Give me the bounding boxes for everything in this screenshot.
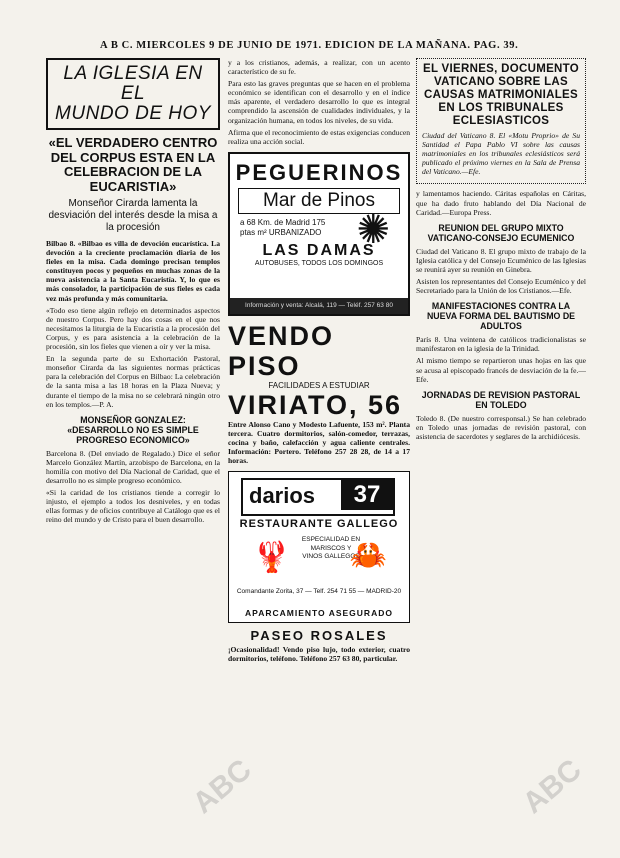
- article-paragraph: y a los cristianos, además, a realizar, con un acento característico de su fe.: [228, 58, 410, 77]
- article-paragraph: «Si la caridad de los cristianos tiende a corregir lo injusto, el ejemplo a todos los desniveles, y en todas ellas formas y de oficios contribuye al Catálogo que es el reino del mundo y de Cristo para el buen desarrollo.: [46, 488, 220, 525]
- crab-icon: 🦀: [349, 539, 387, 573]
- ad-logo: [241, 478, 395, 516]
- ad-brand: PEGUERINOS: [235, 159, 403, 185]
- ad-restaurant: RESTAURANTE GALLEGO: [239, 518, 399, 531]
- ad-footer: Información y venta: Alcalá, 119 — Teléf. 257 63 80: [230, 298, 408, 314]
- column-left: [46, 58, 220, 848]
- article-headline: MONSEÑOR GONZALEZ: «DESARROLLO NO ES SIMPLE PROGRESO ECONOMICO»: [67, 414, 199, 445]
- peguerinos-ad: [228, 152, 410, 316]
- ad-name: LAS DAMAS: [262, 241, 376, 259]
- article-paragraph: Bilbao 8. «Bilbao es villa de devoción eucarística. La devoción a la creciente proclamación diaria de los fieles en la misa. Cada domingo precisan templos constituyen pocos y pequeños en muchas zonas de la nueva asistencia a la Santa Eucaristía. Y, lo que es más consolador, la participación de sus fieles es cada vez más profunda y más comunitaria.: [46, 239, 220, 303]
- darios-ad: [228, 471, 410, 623]
- section-box: [46, 58, 220, 130]
- ad-logo-name: darios: [249, 483, 316, 509]
- vendo-text: Entre Alonso Cano y Modesto Lafuente, 153 m². Planta tercera. Cuatro dormitorios, salón-comedor, terrazas, cocina y baño, calefacción y agua caliente centrales. Información: Portero. Teléfono 257 28 28, de 14 a 17 horas.: [228, 419, 410, 466]
- ad-speciality: ESPECIALIDAD EN MARISCOS Y VINOS GALLEGOS: [301, 536, 361, 561]
- section-title-line-1: LA IGLESIA EN EL: [63, 63, 203, 104]
- vendo-facilidades: FACILIDADES A ESTUDIAR: [268, 380, 370, 390]
- ad-buses: AUTOBUSES, TODOS LOS DOMINGOS: [254, 259, 384, 267]
- article-paragraph: y lamentamos haciendo. Cáritas españolas en Cáritas, que ha dado fruto hablando del Día Nacional de Caridad.—Europa Press.: [416, 189, 586, 217]
- vatican-box: [416, 58, 586, 184]
- column-middle: [228, 58, 410, 848]
- lobster-icon: 🦞: [253, 541, 291, 575]
- article-paragraph: Para esto las graves preguntas que se hacen en el problema económico se identifican con el desarrollo y en el índice más aparente, el verdadero desarrollo lo que es integral comprendido la ascensión de cualidades individuales, y la organización humana, en todos los niveles, de su vida.: [228, 79, 410, 125]
- main-headline: «EL VERDADERO CENTRO DEL CORPUS ESTA EN LA CELEBRACION DE LA EUCARISTIA»: [48, 135, 218, 194]
- section-title-line-2: MUNDO DE HOY: [55, 103, 211, 124]
- column-right: [416, 58, 586, 848]
- article-paragraph: Asisten los representantes del Consejo Ecuménico y del Secretariado para la Unión de los Cristianos.—Efe.: [416, 277, 586, 296]
- vendo-piso-title: VENDO PISO: [228, 320, 335, 381]
- article-paragraph: Afirma que el reconocimiento de estas exigencias conducen realiza una acción social.: [228, 127, 410, 146]
- page-header: A B C. MIERCOLES 9 DE JUNIO DE 1971. EDICION DE LA MAÑANA. PAG. 39.: [100, 40, 519, 51]
- main-subhead: Monseñor Cirarda lamenta la desviación del interés desde la misa a la procesión: [48, 198, 218, 233]
- paseo-title: PASEO ROSALES: [250, 628, 388, 644]
- paseo-text: ¡Ocasionalidad! Vendo piso lujo, todo exterior, cuatro dormitorios, teléfono. Teléfono 257 63 80, particular.: [228, 645, 410, 664]
- box-text: Ciudad del Vaticano 8. El «Motu Proprio» de Su Santidad el Papa Pablo VI sobre las causas matrimoniales en los tribunales eclesiásticos será publicado el próximo viernes en la Sala de Prensa del Vaticano.—Efe.: [422, 131, 580, 177]
- ad-logo-number: 37: [341, 480, 393, 510]
- article-paragraph: Barcelona 8. (Del enviado de Regalado.) Dice el señor Marcelo González Martín, arzobispo de Barcelona, en la homilía con motivo del Día Nacional de Caridad, que el desarrollo no es simple progreso económico.: [46, 448, 220, 485]
- box-title: EL VIERNES, DOCUMENTO VATICANO SOBRE LAS CAUSAS MATRIMONIALES EN LOS TRIBUNALES ECLESIASTICOS: [422, 63, 580, 127]
- article-paragraph: Ciudad del Vaticano 8. El grupo mixto de trabajo de la Iglesia católica y del Consejo Ecuménico de las Iglesias se reunirá ayer su reunión en Ginebra.: [416, 246, 586, 274]
- article-paragraph: Al mismo tiempo se repartieron unas hojas en las que se acusa al episcopado francés de desviación de la fe.—Efe.: [416, 356, 586, 384]
- sun-icon: ✺: [356, 206, 390, 252]
- watermark: ABC: [186, 753, 258, 821]
- viriato-title: VIRIATO, 56: [228, 389, 403, 420]
- article-paragraph: París 8. Una veintena de católicos tradicionalistas se manifestaron en la iglesia de la Trinidad.: [416, 335, 586, 354]
- article-paragraph: En la segunda parte de su Exhortación Pastoral, monseñor Cirarda da las siguientes normas prácticas para la celebración del Corpus en Bilbao: La celebración de la santa misa a las 18 horas en la Plaza Nueva; y durante el tiempo de la misa no se celebrará ningún otro en los templos.—P. A.: [46, 354, 220, 409]
- article-headline: MANIFESTACIONES CONTRA LA NUEVA FORMA DEL BAUTISMO DE ADULTOS: [426, 301, 576, 332]
- article-paragraph: «Todo eso tiene algún reflejo en determinados aspectos de nuestro Corpus. Pero hay dos cosas en el que nos necesitamos la liturgia de la Eucaristía a la procesión del Corpus, y es para asistencia a la celebración de la procesión, sin los fieles que vienen a oír y ver la misa.: [46, 305, 220, 352]
- article-headline: JORNADAS DE REVISION PASTORAL EN TOLEDO: [421, 389, 581, 410]
- ad-parking: APARCAMIENTO ASEGURADO: [245, 608, 393, 619]
- ad-title: Mar de Pinos: [238, 188, 400, 214]
- article-paragraph: Toledo 8. (De nuestro corresponsal.) Se han celebrado en Toledo unas jornadas de revisión pastoral, con asistencia de sacerdotes y seglares de la archidiócesis.: [416, 413, 586, 441]
- ad-details: a 68 Km. de Madrid 175 ptas m² URBANIZADO: [240, 217, 326, 237]
- watermark: ABC: [516, 753, 588, 821]
- ad-address: Comandante Zorita, 37 — Telf. 254 71 55 — MADRID-20: [236, 588, 402, 596]
- article-headline: REUNION DEL GRUPO MIXTO VATICANO-CONSEJO ECUMENICO: [427, 222, 575, 243]
